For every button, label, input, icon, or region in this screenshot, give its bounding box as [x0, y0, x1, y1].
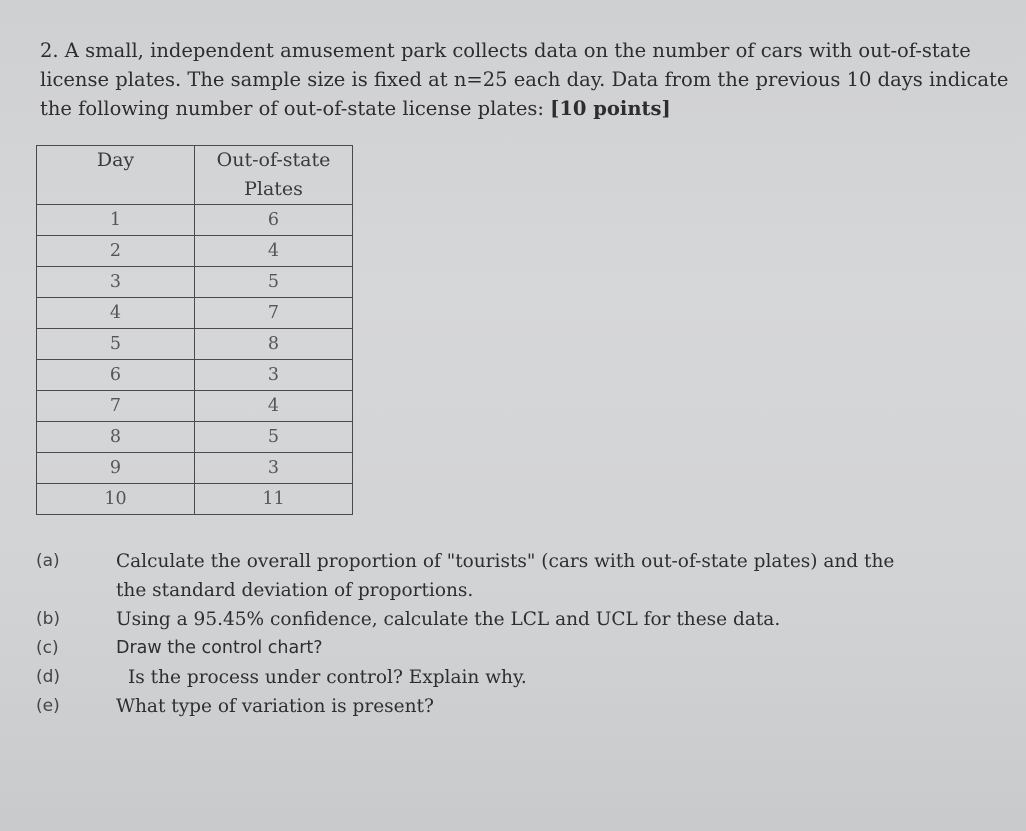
- question-d: [36, 667, 996, 696]
- question-text: What type of variation is present?: [116, 696, 434, 717]
- plates-table: [36, 145, 353, 515]
- table-row: [37, 391, 353, 422]
- problem-line-3: [40, 94, 1000, 123]
- question-letter: (b): [36, 609, 61, 629]
- question-e: [36, 696, 996, 725]
- plates-cell: 5: [195, 422, 353, 453]
- table-row: [37, 484, 353, 515]
- day-cell: 2: [37, 236, 195, 267]
- question-c: [36, 638, 996, 667]
- day-cell: 5: [37, 329, 195, 360]
- table-row: [37, 453, 353, 484]
- plates-cell: 6: [195, 205, 353, 236]
- day-cell: 9: [37, 453, 195, 484]
- question-text: Calculate the overall proportion of "tourists" (cars with out-of-state plates) and the: [116, 551, 895, 572]
- question-text: Is the process under control? Explain why.: [128, 667, 527, 688]
- plates-cell: 3: [195, 453, 353, 484]
- table-row: [37, 329, 353, 360]
- table-row: [37, 205, 353, 236]
- problem-statement: [40, 36, 1009, 123]
- day-cell: 8: [37, 422, 195, 453]
- day-cell: 1: [37, 205, 195, 236]
- plates-cell: 5: [195, 267, 353, 298]
- header-plates-line2: Plates: [244, 178, 303, 200]
- points-label: [10 points]: [550, 97, 671, 120]
- plates-cell: 8: [195, 329, 353, 360]
- question-list: [36, 551, 996, 725]
- table-row: [37, 236, 353, 267]
- plates-cell: 11: [195, 484, 353, 515]
- table-row: [37, 360, 353, 391]
- day-cell: 7: [37, 391, 195, 422]
- table-row: [37, 267, 353, 298]
- problem-line-3-text: the following number of out-of-state license plates:: [40, 97, 551, 120]
- question-letter: (c): [36, 638, 59, 658]
- question-letter: (d): [36, 667, 61, 687]
- header-plates-line1: Out-of-state: [216, 149, 331, 171]
- header-day: Day: [37, 146, 195, 205]
- plates-cell: 4: [195, 391, 353, 422]
- question-b: [36, 609, 996, 638]
- problem-line-2: license plates. The sample size is fixed at n=25 each day. Data from the previous 10 days indicate: [40, 68, 1009, 91]
- plates-cell: 7: [195, 298, 353, 329]
- day-cell: 6: [37, 360, 195, 391]
- problem-line-1: 2. A small, independent amusement park collects data on the number of cars with out-of-state: [40, 39, 971, 62]
- day-cell: 3: [37, 267, 195, 298]
- question-letter: (e): [36, 696, 60, 716]
- table-row: [37, 298, 353, 329]
- plates-cell: 3: [195, 360, 353, 391]
- table-header-row: [37, 146, 353, 205]
- question-text-continued: the standard deviation of proportions.: [116, 580, 474, 601]
- question-text: Draw the control chart?: [116, 638, 323, 658]
- question-a: [36, 551, 996, 609]
- day-cell: 10: [37, 484, 195, 515]
- day-cell: 4: [37, 298, 195, 329]
- question-text: Using a 95.45% confidence, calculate the LCL and UCL for these data.: [116, 609, 781, 630]
- question-letter: (a): [36, 551, 60, 571]
- header-plates: [195, 146, 353, 205]
- table-row: [37, 422, 353, 453]
- plates-cell: 4: [195, 236, 353, 267]
